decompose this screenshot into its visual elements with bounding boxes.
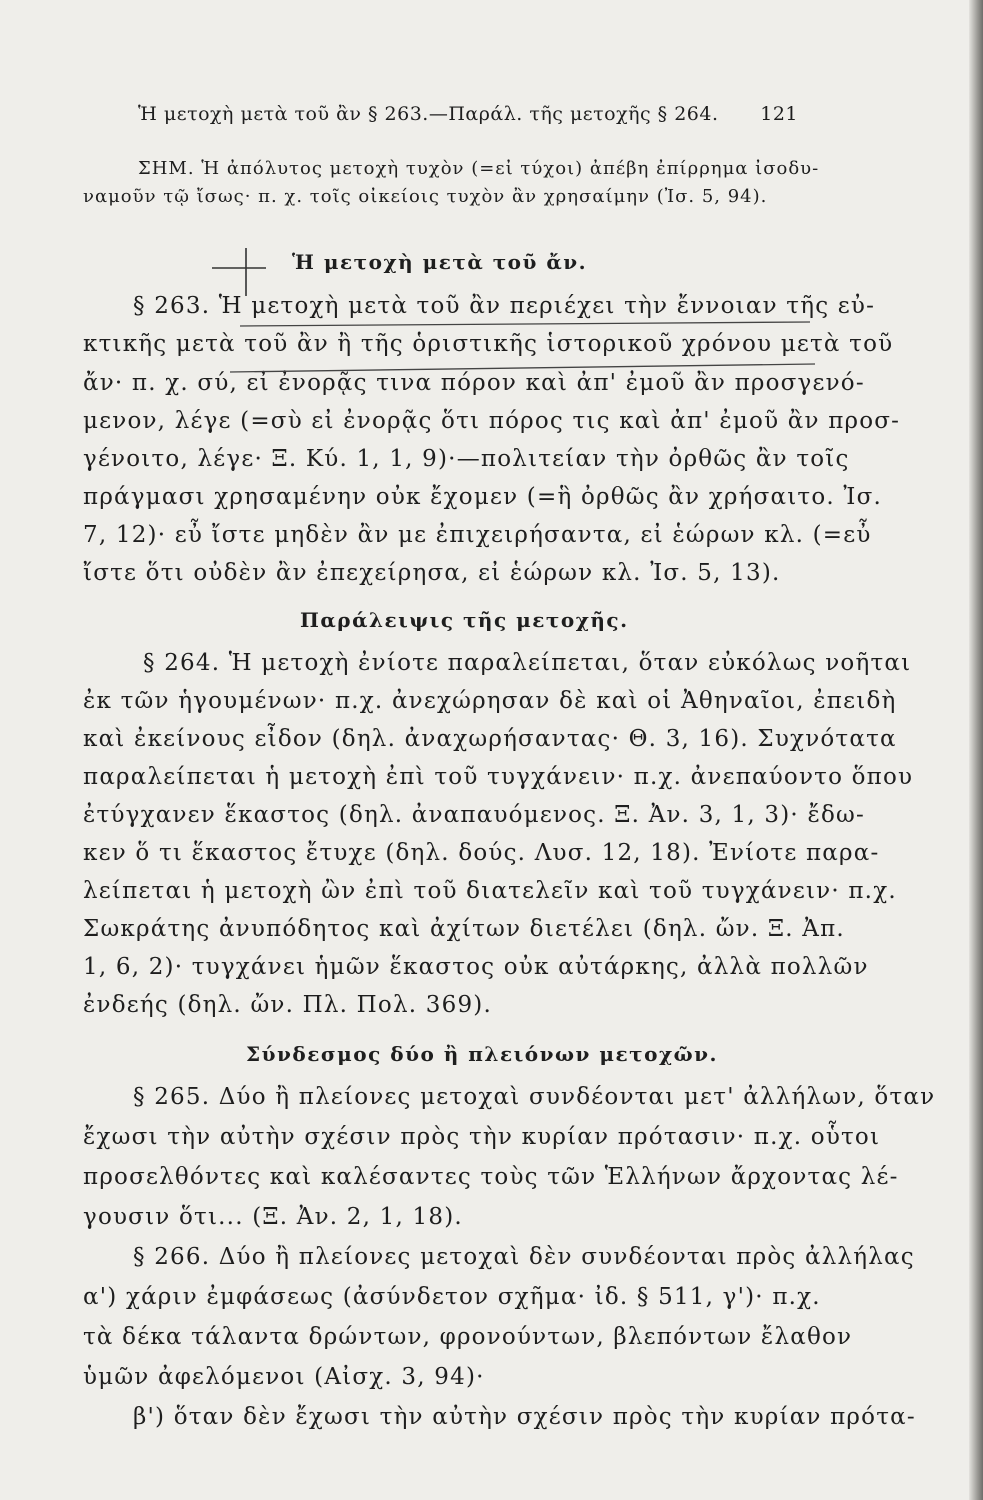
section-264-line-8: Σωκράτης ἀνυπόδητος καὶ ἀχίτων διετέλει (δηλ. ὤν. Ξ. Ἀπ. [83, 916, 845, 942]
section-263-line-7: 7, 12)· εὖ ἴστε μηδὲν ἂν με ἐπιχειρήσαντα, εἰ ἑώρων κλ. (=εὖ [83, 522, 872, 548]
section-264-line-3: καὶ ἐκείνους εἶδον (δηλ. ἀναχωρήσαντας· Θ. 3, 16). Συχνότατα [83, 726, 897, 752]
section-264-line-10: ἐνδεής (δηλ. ὤν. Πλ. Πολ. 369). [83, 992, 492, 1018]
section-264-line-9: 1, 6, 2)· τυγχάνει ἡμῶν ἕκαστος οὐκ αὐτάρκης, ἀλλὰ πολλῶν [83, 954, 869, 980]
section-264-line-4: παραλείπεται ἡ μετοχὴ ἐπὶ τοῦ τυγχάνειν· π.χ. ἀνεπαύοντο ὅπου [83, 764, 914, 790]
running-title: Ἡ μετοχὴ μετὰ τοῦ ἂν § 263.—Παράλ. τῆς μετοχῆς § 264. [138, 103, 719, 125]
section-265-line-4: γουσιν ὅτι... (Ξ. Ἀν. 2, 1, 18). [83, 1204, 463, 1230]
section-264-heading: Παράλειψις τῆς μετοχῆς. [300, 608, 629, 632]
section-264-line-2: ἐκ τῶν ἡγουμένων· π.χ. ἀνεχώρησαν δὲ καὶ οἱ Ἀθηναῖοι, ἐπειδὴ [83, 688, 897, 714]
section-263-line-6: πράγμασι χρησαμένην οὐκ ἔχομεν (=ἣ ὀρθῶς ἂν χρήσαιτο. Ἰσ. [83, 484, 883, 510]
page-edge-shadow [969, 0, 983, 1500]
note-line-1: ΣΗΜ. Ἡ ἀπόλυτος μετοχὴ τυχὸν (=εἰ τύχοι) ἀπέβη ἐπίρρημα ἰσοδυ- [138, 158, 820, 179]
section-266-line-1: § 266. Δύο ἢ πλείονες μετοχαὶ δὲν συνδέονται πρὸς ἀλλήλας [133, 1244, 915, 1270]
section-265-line-3: προσελθόντες καὶ καλέσαντες τοὺς τῶν Ἑλλήνων ἄρχοντας λέ- [83, 1164, 899, 1190]
section-264-line-1: § 264. Ἡ μετοχὴ ἐνίοτε παραλείπεται, ὅταν εὐκόλως νοῆται [143, 650, 912, 676]
section-263-line-8: ἴστε ὅτι οὐδὲν ἂν ἐπεχείρησα, εἰ ἑώρων κλ. Ἰσ. 5, 13). [83, 560, 781, 586]
section-266-line-5: β') ὅταν δὲν ἔχωσι τὴν αὐτὴν σχέσιν πρὸς τὴν κυρίαν πρότα- [133, 1404, 916, 1430]
section-263-line-2: κτικῆς μετὰ τοῦ ἂν ἢ τῆς ὁριστικῆς ἱστορικοῦ χρόνου μετὰ τοῦ [83, 331, 894, 357]
handwritten-underline [230, 320, 830, 380]
section-264-line-6: κεν ὅ τι ἕκαστος ἔτυχε (δηλ. δούς. Λυσ. 12, 18). Ἐνίοτε παρα- [83, 840, 880, 866]
page-number: 121 [760, 103, 798, 125]
section-265-line-2: ἔχωσι τὴν αὐτὴν σχέσιν πρὸς τὴν κυρίαν πρότασιν· π.χ. οὗτοι [83, 1124, 881, 1150]
section-266-line-2: α') χάριν ἐμφάσεως (ἀσύνδετον σχῆμα· ἰδ. § 511, γ')· π.χ. [83, 1284, 821, 1310]
note-line-2: ναμοῦν τῷ ἴσως· π. χ. τοῖς οἰκείοις τυχὸν ἂν χρησαίμην (Ἰσ. 5, 94). [83, 186, 768, 207]
section-263-heading: Ἡ μετοχὴ μετὰ τοῦ ἄν. [292, 250, 588, 274]
running-header [138, 103, 798, 125]
section-263-line-3: ἄν· π. χ. σύ, εἰ ἐνορᾷς τινα πόρον καὶ ἀπ' ἐμοῦ ἂν προσγενό- [83, 370, 865, 396]
section-265-line-1: § 265. Δύο ἢ πλείονες μετοχαὶ συνδέονται μετ' ἀλλήλων, ὅταν [133, 1084, 936, 1110]
section-263-line-1: § 263. Ἡ μετοχὴ μετὰ τοῦ ἂν περιέχει τὴν ἔννοιαν τῆς εὐ- [133, 293, 876, 319]
handwritten-cross-mark [210, 246, 270, 298]
section-265-heading: Σύνδεσμος δύο ἢ πλειόνων μετοχῶν. [246, 1042, 719, 1066]
section-266-line-3: τὰ δέκα τάλαντα δρώντων, φρονούντων, βλεπόντων ἔλαθον [83, 1324, 853, 1350]
section-266-line-4: ὑμῶν ἀφελόμενοι (Αἰσχ. 3, 94)· [83, 1364, 485, 1390]
section-264-line-5: ἐτύγχανεν ἕκαστος (δηλ. ἀναπαυόμενος. Ξ. Ἀν. 3, 1, 3)· ἔδω- [83, 802, 865, 828]
section-263-line-4: μενον, λέγε (=σὺ εἰ ἐνορᾷς ὅτι πόρος τις καὶ ἀπ' ἐμοῦ ἂν προσ- [83, 408, 901, 434]
section-263-line-5: γένοιτο, λέγε· Ξ. Κύ. 1, 1, 9)·—πολιτείαν τὴν ὀρθῶς ἂν τοῖς [83, 446, 850, 472]
section-264-line-7: λείπεται ἡ μετοχὴ ὢν ἐπὶ τοῦ διατελεῖν καὶ τοῦ τυγχάνειν· π.χ. [83, 878, 897, 904]
